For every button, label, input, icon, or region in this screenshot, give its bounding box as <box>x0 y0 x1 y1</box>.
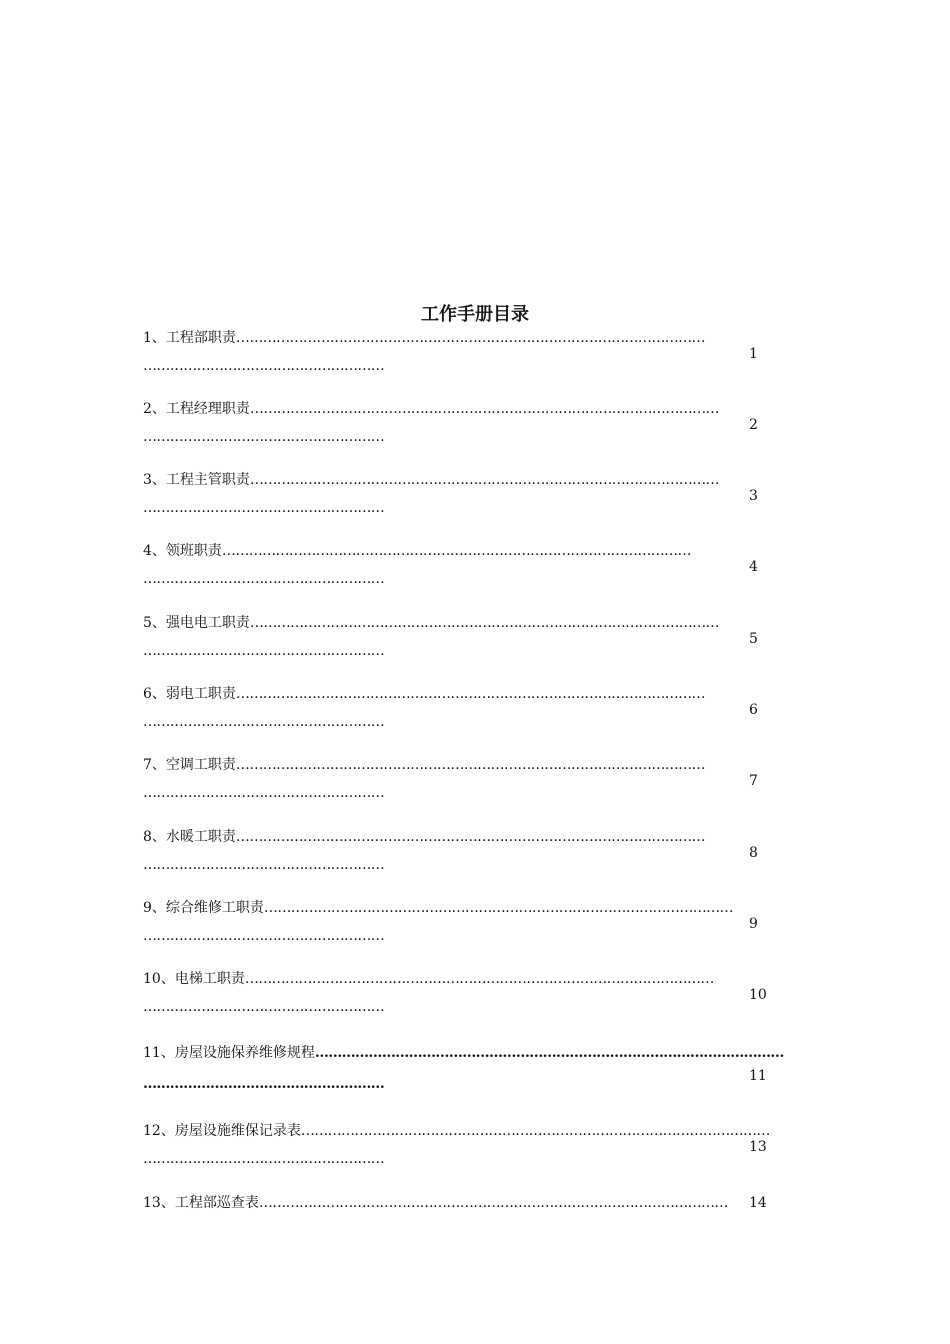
leader-dots: …………………………………………………………………………………………… <box>249 615 719 631</box>
leader-dots: …………………………………………………………………………………………… <box>235 686 705 702</box>
toc-entry-label: 3、工程主管职责 <box>143 472 250 488</box>
toc-entry[interactable] <box>143 612 773 672</box>
leader-dots: …………………………………………………………………………………………… <box>221 543 691 559</box>
toc-entry[interactable] <box>143 327 773 387</box>
toc-entry-label: 11、房屋设施保养维修规程 <box>143 1045 315 1061</box>
toc-page-number: 8 <box>749 845 758 861</box>
toc-page-number: 3 <box>749 488 758 504</box>
toc-entry-label: 10、电梯工职责 <box>143 971 245 987</box>
leader-dots: ……………………………………………… <box>143 1151 385 1167</box>
toc-entry-label: 13、工程部巡查表 <box>143 1195 259 1211</box>
toc-entry[interactable] <box>143 683 773 743</box>
toc-entry[interactable] <box>143 1192 773 1216</box>
leader-dots: …………………………………………………………………………………………… <box>235 829 705 845</box>
toc-page-number: 9 <box>749 916 758 932</box>
toc-entry-label: 5、强电电工职责 <box>143 615 250 631</box>
leader-dots: ……………………………………………… <box>143 999 385 1015</box>
toc-title: 工作手册目录 <box>421 304 529 325</box>
toc-page-number: 1 <box>749 346 758 362</box>
toc-entry[interactable] <box>143 754 773 814</box>
toc-page-number: 4 <box>749 559 758 575</box>
toc-entry-label: 4、领班职责 <box>143 543 222 559</box>
toc-page-number: 11 <box>749 1068 767 1084</box>
toc-page-number: 7 <box>749 773 758 789</box>
toc-entry-label: 2、工程经理职责 <box>143 401 250 417</box>
toc-entry-label: 6、弱电工职责 <box>143 686 236 702</box>
leader-dots: ……………………………………………… <box>143 928 385 944</box>
toc-entry[interactable] <box>143 398 773 458</box>
toc-entry[interactable] <box>143 1120 773 1180</box>
toc-entry[interactable] <box>143 968 773 1028</box>
toc-page-number: 2 <box>749 417 758 433</box>
leader-dots: …………………………………………………………………………………………… <box>235 330 705 346</box>
toc-entry[interactable] <box>143 469 773 529</box>
leader-dots: …………………………………………………………………………………………… <box>249 472 719 488</box>
leader-dots: …………………………………………………………………………………………… <box>263 900 733 916</box>
toc-page-number: 5 <box>749 631 758 647</box>
leader-dots: ……………………………………………… <box>143 358 385 374</box>
toc-page-number: 14 <box>749 1195 767 1211</box>
toc-entry[interactable] <box>143 897 773 957</box>
leader-dots: …………………………………………………………………………………………… <box>249 401 719 417</box>
leader-dots: ……………………………………………… <box>143 785 385 801</box>
toc-entry[interactable] <box>143 826 773 886</box>
leader-dots: …………………………………………………………………………………………… <box>258 1195 728 1211</box>
toc-entry[interactable] <box>143 1041 784 1111</box>
leader-dots: ……………………………………………… <box>143 1076 385 1092</box>
leader-dots: ……………………………………………… <box>143 714 385 730</box>
toc-page-number: 13 <box>749 1139 767 1155</box>
leader-dots: …………………………………………………………………………………………… <box>244 971 714 987</box>
toc-entry-label: 8、水暖工职责 <box>143 829 236 845</box>
leader-dots: ……………………………………………… <box>143 571 385 587</box>
leader-dots: ……………………………………………… <box>143 429 385 445</box>
toc-entry[interactable] <box>143 540 773 600</box>
leader-dots: …………………………………………………………………………………………… <box>300 1123 770 1139</box>
toc-entry-label: 1、工程部职责 <box>143 330 236 346</box>
leader-dots: ……………………………………………… <box>143 500 385 516</box>
toc-page-number: 10 <box>749 987 767 1003</box>
leader-dots: ……………………………………………… <box>143 643 385 659</box>
toc-entry-label: 7、空调工职责 <box>143 757 236 773</box>
leader-dots: ……………………………………………… <box>143 857 385 873</box>
leader-dots: …………………………………………………………………………………………… <box>235 757 705 773</box>
toc-page-number: 6 <box>749 702 758 718</box>
toc-entry-label: 12、房屋设施维保记录表 <box>143 1123 301 1139</box>
leader-dots: …………………………………………………………………………………………… <box>314 1045 784 1061</box>
toc-entry-label: 9、综合维修工职责 <box>143 900 264 916</box>
